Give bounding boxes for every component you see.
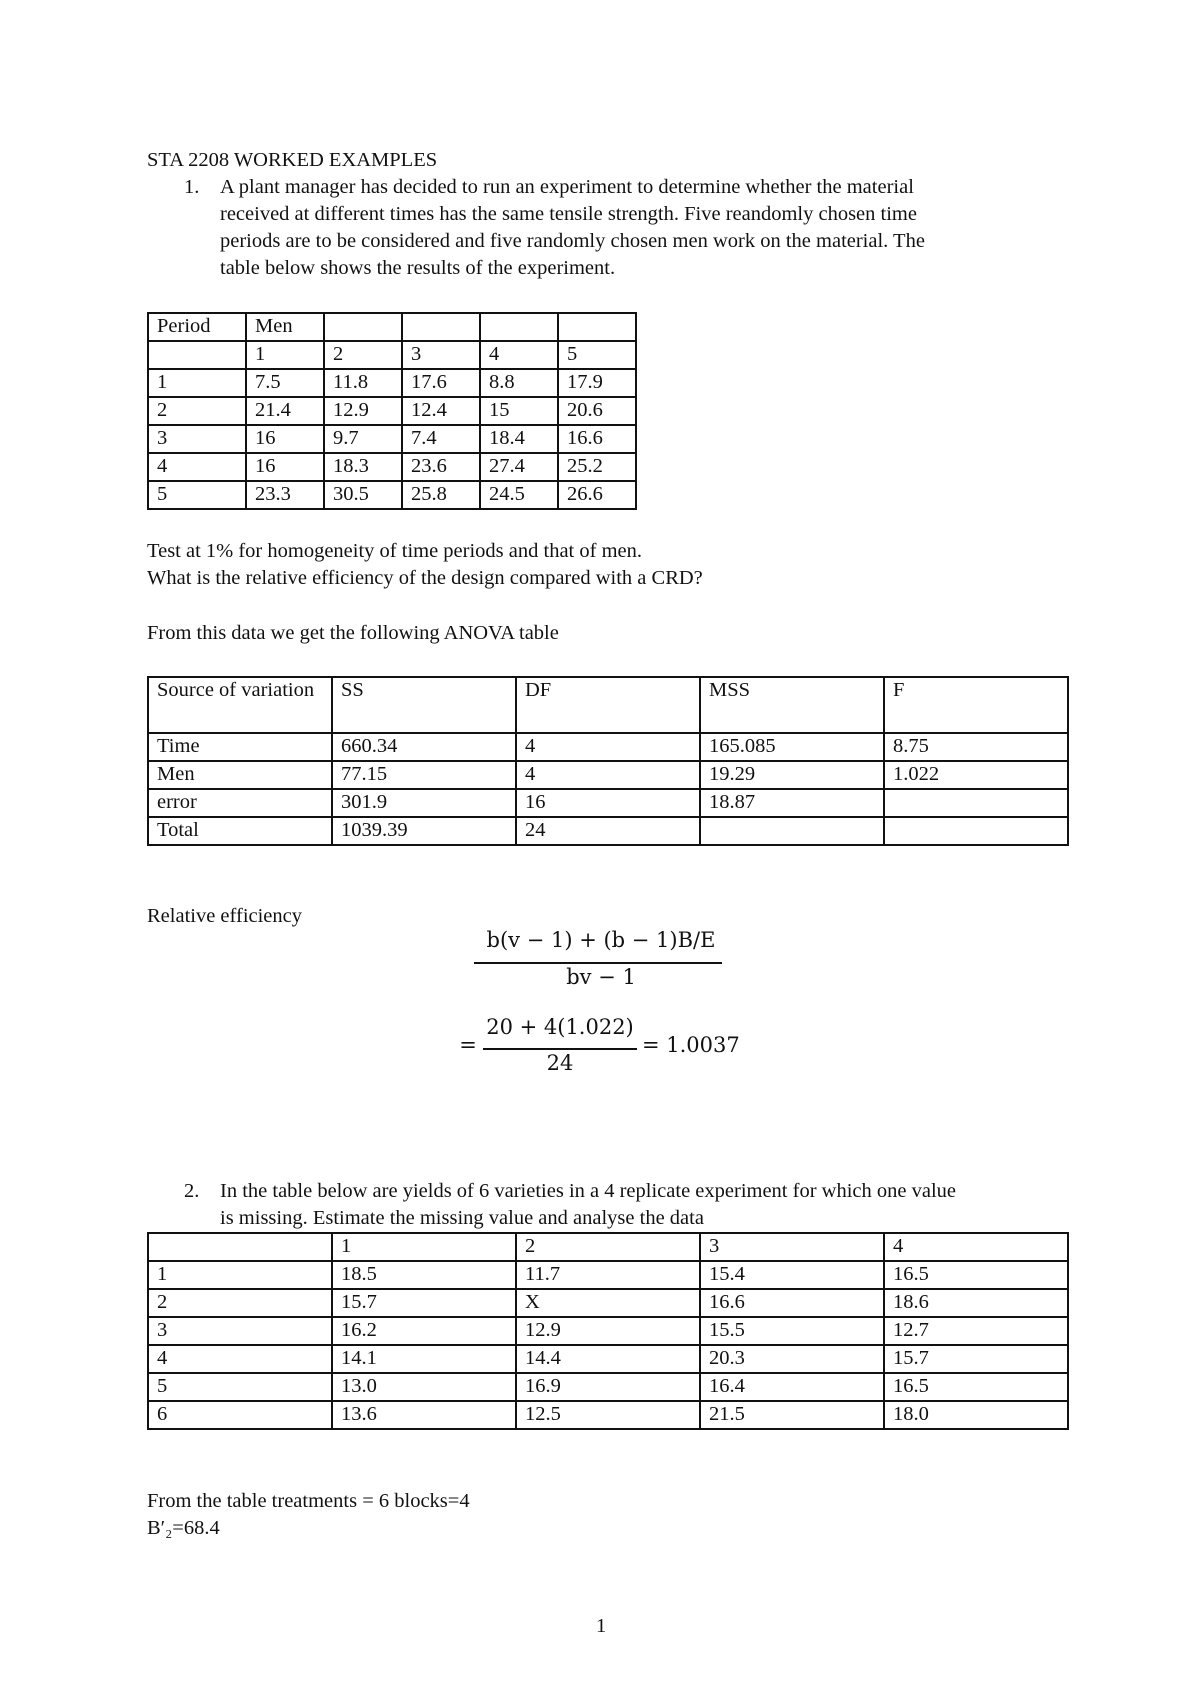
table-cell: 2 bbox=[516, 1233, 700, 1261]
formula-result: = 1.0037 bbox=[642, 1033, 740, 1057]
fraction-bar bbox=[483, 1048, 637, 1050]
table-cell: Men bbox=[148, 761, 332, 789]
table-cell: Period bbox=[148, 313, 246, 341]
q2-text-line: is missing. Estimate the missing value and analyse the data bbox=[220, 1207, 704, 1229]
table-cell: 15.5 bbox=[700, 1317, 884, 1345]
table-cell: 12.4 bbox=[402, 397, 480, 425]
table-cell bbox=[700, 817, 884, 845]
q2-after-line: From the table treatments = 6 blocks=4 bbox=[147, 1490, 470, 1512]
q2-text-line: In the table below are yields of 6 varieties in a 4 replicate experiment for which one value bbox=[220, 1180, 956, 1202]
fraction-bar bbox=[474, 962, 722, 964]
table-cell: 4 bbox=[480, 341, 558, 369]
equals-sign: = bbox=[459, 1033, 477, 1057]
table-cell bbox=[884, 817, 1068, 845]
table-cell: 18.5 bbox=[332, 1261, 516, 1289]
q2-number: 2. bbox=[184, 1180, 200, 1202]
table-cell: 14.1 bbox=[332, 1345, 516, 1373]
q1-text-line: table below shows the results of the experiment. bbox=[220, 257, 616, 279]
table-row bbox=[148, 789, 1068, 817]
table-cell: 17.6 bbox=[402, 369, 480, 397]
table-cell: 13.0 bbox=[332, 1373, 516, 1401]
table-cell: 15.4 bbox=[700, 1261, 884, 1289]
table-cell: 4 bbox=[884, 1233, 1068, 1261]
table-row bbox=[148, 481, 636, 509]
table-cell: Source of variation bbox=[148, 677, 332, 733]
table-cell: 21.5 bbox=[700, 1401, 884, 1429]
table-cell: 16.4 bbox=[700, 1373, 884, 1401]
table-cell: 25.2 bbox=[558, 453, 636, 481]
table-cell: 24.5 bbox=[480, 481, 558, 509]
table-cell: 16.6 bbox=[700, 1289, 884, 1317]
table-cell: 16.5 bbox=[884, 1261, 1068, 1289]
table-cell: 21.4 bbox=[246, 397, 324, 425]
table-row bbox=[148, 453, 636, 481]
table-cell: 4 bbox=[148, 453, 246, 481]
table-cell: 5 bbox=[148, 481, 246, 509]
table-cell: F bbox=[884, 677, 1068, 733]
table-row bbox=[148, 369, 636, 397]
table-cell: 18.87 bbox=[700, 789, 884, 817]
substitution-numerator: 20 + 4(1.022) bbox=[486, 1015, 634, 1039]
table-cell: 77.15 bbox=[332, 761, 516, 789]
page-number: 1 bbox=[596, 1615, 607, 1637]
table-cell: 16 bbox=[246, 425, 324, 453]
table-cell: MSS bbox=[700, 677, 884, 733]
table-cell bbox=[402, 313, 480, 341]
table-cell: 26.6 bbox=[558, 481, 636, 509]
table-cell: 12.7 bbox=[884, 1317, 1068, 1345]
table-cell: 23.6 bbox=[402, 453, 480, 481]
table-cell: 19.29 bbox=[700, 761, 884, 789]
table-cell: 4 bbox=[148, 1345, 332, 1373]
table-cell: 7.4 bbox=[402, 425, 480, 453]
table-cell: 14.4 bbox=[516, 1345, 700, 1373]
table-row bbox=[148, 733, 1068, 761]
table-cell: 1 bbox=[148, 369, 246, 397]
table-cell: 7.5 bbox=[246, 369, 324, 397]
table-cell: 24 bbox=[516, 817, 700, 845]
table-cell bbox=[884, 789, 1068, 817]
document-title: STA 2208 WORKED EXAMPLES bbox=[147, 149, 438, 171]
table-cell: 2 bbox=[324, 341, 402, 369]
table-cell: 1 bbox=[148, 1261, 332, 1289]
table-cell: 5 bbox=[148, 1373, 332, 1401]
table-cell: 16 bbox=[516, 789, 700, 817]
tensile-strength-table bbox=[147, 312, 637, 510]
table-cell: 301.9 bbox=[332, 789, 516, 817]
table-cell: 17.9 bbox=[558, 369, 636, 397]
table-cell: 30.5 bbox=[324, 481, 402, 509]
table-cell: 1 bbox=[246, 341, 324, 369]
table-cell: 20.6 bbox=[558, 397, 636, 425]
instruction-line: Test at 1% for homogeneity of time periods and that of men. bbox=[147, 540, 642, 562]
table-cell: 3 bbox=[402, 341, 480, 369]
table-cell: 12.9 bbox=[516, 1317, 700, 1345]
table-cell: 12.5 bbox=[516, 1401, 700, 1429]
formula-denominator: bv − 1 bbox=[566, 965, 636, 989]
table-cell: X bbox=[516, 1289, 700, 1317]
table-cell: 18.3 bbox=[324, 453, 402, 481]
table-row bbox=[148, 1289, 1068, 1317]
table-row bbox=[148, 1261, 1068, 1289]
relative-efficiency-label: Relative efficiency bbox=[147, 905, 303, 927]
q1-number: 1. bbox=[184, 176, 200, 198]
table-cell bbox=[558, 313, 636, 341]
table-cell: 4 bbox=[516, 733, 700, 761]
table-cell: 25.8 bbox=[402, 481, 480, 509]
table-cell: 5 bbox=[558, 341, 636, 369]
table-cell: 8.8 bbox=[480, 369, 558, 397]
table-cell: 20.3 bbox=[700, 1345, 884, 1373]
table-row bbox=[148, 1401, 1068, 1429]
table-cell: 660.34 bbox=[332, 733, 516, 761]
table-cell: 18.4 bbox=[480, 425, 558, 453]
table-cell: DF bbox=[516, 677, 700, 733]
table-cell: Total bbox=[148, 817, 332, 845]
table-cell: 27.4 bbox=[480, 453, 558, 481]
table-cell bbox=[148, 341, 246, 369]
table-cell: 2 bbox=[148, 1289, 332, 1317]
table-cell: 15.7 bbox=[884, 1345, 1068, 1373]
table-cell: 13.6 bbox=[332, 1401, 516, 1429]
table-row bbox=[148, 397, 636, 425]
table-cell: 12.9 bbox=[324, 397, 402, 425]
table-cell: 1039.39 bbox=[332, 817, 516, 845]
table-cell: 8.75 bbox=[884, 733, 1068, 761]
table-header-row bbox=[148, 313, 636, 341]
table-cell: 18.6 bbox=[884, 1289, 1068, 1317]
q1-text-line: A plant manager has decided to run an experiment to determine whether the material bbox=[220, 176, 914, 198]
anova-table bbox=[147, 676, 1069, 846]
table-cell: 11.7 bbox=[516, 1261, 700, 1289]
table-cell: 4 bbox=[516, 761, 700, 789]
substitution-denominator: 24 bbox=[546, 1051, 574, 1075]
table-cell: 23.3 bbox=[246, 481, 324, 509]
table-row bbox=[148, 761, 1068, 789]
table-row bbox=[148, 1345, 1068, 1373]
table-cell: 16.9 bbox=[516, 1373, 700, 1401]
table-cell: Time bbox=[148, 733, 332, 761]
instruction-line: What is the relative efficiency of the design compared with a CRD? bbox=[147, 567, 703, 589]
table-cell: 6 bbox=[148, 1401, 332, 1429]
yield-table bbox=[147, 1232, 1069, 1430]
table-cell bbox=[324, 313, 402, 341]
table-cell: 16.6 bbox=[558, 425, 636, 453]
table-cell: 15.7 bbox=[332, 1289, 516, 1317]
table-row bbox=[148, 817, 1068, 845]
table-cell: 1.022 bbox=[884, 761, 1068, 789]
table-cell: SS bbox=[332, 677, 516, 733]
table-cell: 2 bbox=[148, 397, 246, 425]
table-cell: 15 bbox=[480, 397, 558, 425]
table-header-row bbox=[148, 1233, 1068, 1261]
table-cell: Men bbox=[246, 313, 324, 341]
table-cell: 16.2 bbox=[332, 1317, 516, 1345]
table-row bbox=[148, 1317, 1068, 1345]
table-header-row bbox=[148, 677, 1068, 733]
table-cell: 1 bbox=[332, 1233, 516, 1261]
table-cell: 16.5 bbox=[884, 1373, 1068, 1401]
table-subheader-row bbox=[148, 341, 636, 369]
table-cell: 3 bbox=[700, 1233, 884, 1261]
q2-after-line: B′₂=68.4 bbox=[147, 1517, 220, 1539]
table-row bbox=[148, 1373, 1068, 1401]
table-cell: 18.0 bbox=[884, 1401, 1068, 1429]
table-cell: 3 bbox=[148, 425, 246, 453]
table-cell: 16 bbox=[246, 453, 324, 481]
table-cell: 3 bbox=[148, 1317, 332, 1345]
q1-text-line: periods are to be considered and five randomly chosen men work on the material. The bbox=[220, 230, 925, 252]
anova-intro: From this data we get the following ANOVA table bbox=[147, 622, 559, 644]
table-cell bbox=[148, 1233, 332, 1261]
q1-text-line: received at different times has the same tensile strength. Five reandomly chosen time bbox=[220, 203, 917, 225]
table-cell: 165.085 bbox=[700, 733, 884, 761]
table-row bbox=[148, 425, 636, 453]
table-cell: error bbox=[148, 789, 332, 817]
table-cell: 9.7 bbox=[324, 425, 402, 453]
table-cell bbox=[480, 313, 558, 341]
formula-numerator: b(v − 1) + (b − 1)B/E bbox=[486, 928, 716, 952]
table-cell: 11.8 bbox=[324, 369, 402, 397]
